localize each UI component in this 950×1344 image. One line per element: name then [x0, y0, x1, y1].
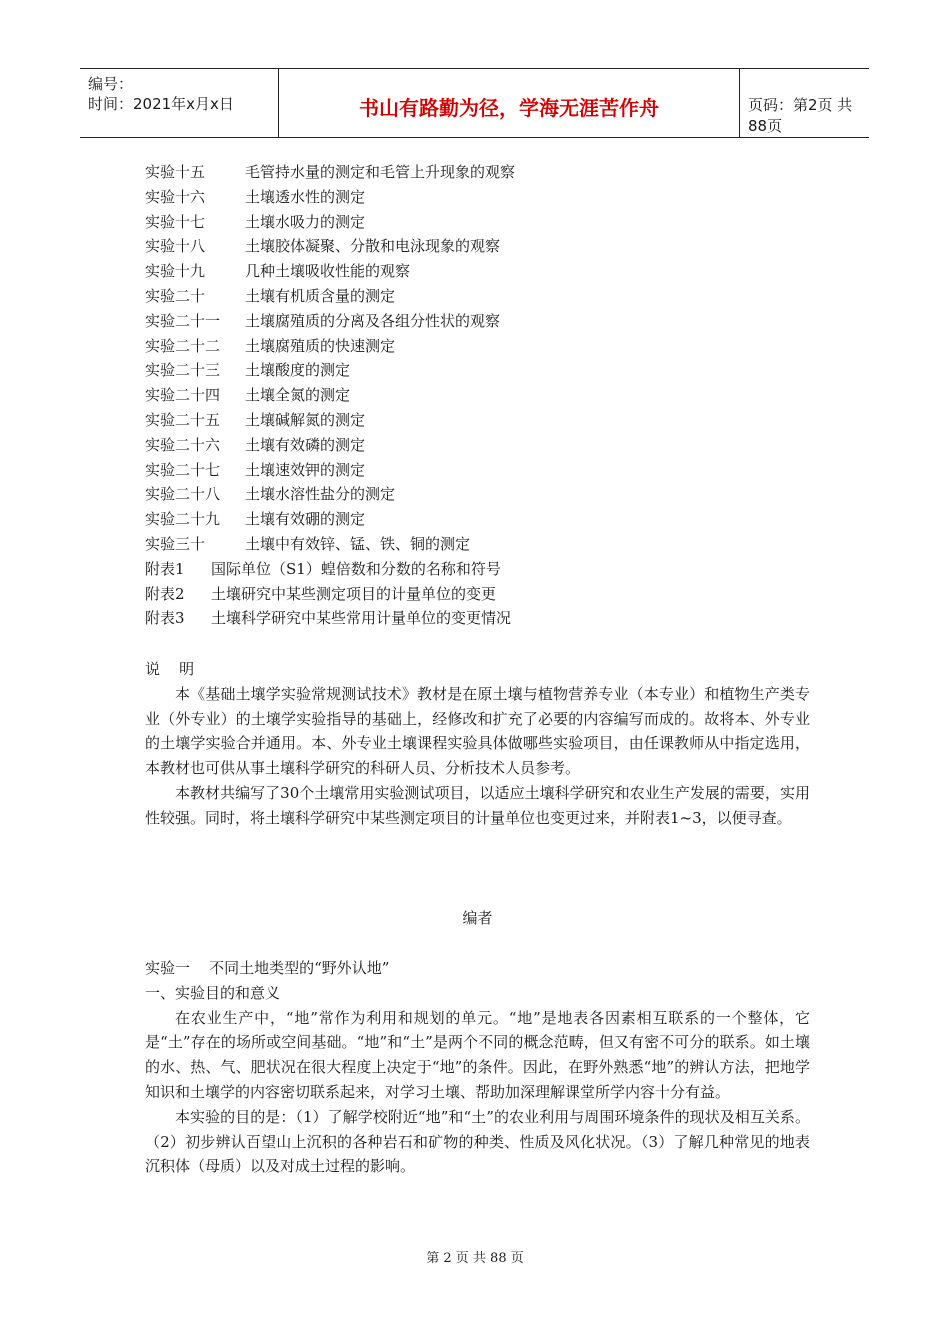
toc-number: 实验二十六 — [145, 435, 221, 454]
toc-title: 土壤碱解氮的测定 — [245, 410, 366, 429]
document-date: 时间：2021年x月x日 — [88, 95, 234, 113]
toc-row — [145, 185, 515, 210]
explanation-paragraph: 本《基础土壤学实验常规测试技术》教材是在原土壤与植物营养专业（本专业）和植物生产类专业（外专业）的土壤学实验指导的基础上，经修改和扩充了必要的内容编写而成的。故将本、外专业的土壤学实验合并通用。本、外专业土壤课程实验具体做哪些实验项目，由任课教师从中指定选用，本教材也可供从事土壤科学研究的科研人员、分析技术人员参考。 — [145, 684, 810, 778]
appendix-title: 土壤科学研究中某些常用计量单位的变更情况 — [211, 609, 512, 628]
toc-row — [145, 309, 515, 334]
toc-row — [145, 334, 515, 359]
toc-title: 土壤透水性的测定 — [245, 187, 366, 206]
toc-number: 实验二十二 — [145, 336, 221, 355]
explanation-heading: 说 明 — [145, 660, 195, 678]
toc-number: 实验十七 — [145, 212, 206, 231]
toc-title: 土壤速效钾的测定 — [245, 460, 366, 479]
experiment-paragraph: 本实验的目的是：（1）了解学校附近“地”和“土”的农业利用与周围环境条件的现状及相互关系。（2）初步辨认百望山上沉积的各种岩石和矿物的种类、性质及风化状况。（3）了解几种常见的地表沉积体（母质）以及对成土过程的影响。 — [145, 1107, 810, 1176]
section-heading: 一、实验目的和意义 — [145, 983, 281, 1002]
toc-row — [145, 507, 515, 532]
editor-signature: 编者 — [462, 909, 493, 927]
toc-row — [145, 383, 515, 408]
toc-row — [145, 358, 515, 383]
header-page-info: 页码：第2页 共88页 — [748, 96, 853, 135]
header-motto-cell — [278, 69, 740, 137]
page-footer: 第 2 页 共 88 页 — [426, 1251, 524, 1266]
appendix-title: 国际单位（S1）蝗倍数和分数的名称和符号 — [211, 559, 501, 578]
explanation-paragraph: 本教材共编写了30个土壤常用实验测试项目，以适应土壤科学研究和农业生产发展的需要，实用性较强。同时，将土壤科学研究中某些测定项目的计量单位也变更过来，并附表1~3，以便寻查。 — [145, 783, 810, 827]
appendix-number: 附表1 — [145, 559, 185, 578]
document-number-label: 编号： — [88, 75, 134, 93]
toc-number: 实验十八 — [145, 237, 206, 256]
explanation-section — [145, 657, 810, 831]
toc-title: 土壤有机质含量的测定 — [245, 286, 396, 305]
toc-number: 实验十六 — [145, 187, 206, 206]
toc-number: 实验二十三 — [145, 361, 221, 380]
appendix-number: 附表2 — [145, 584, 185, 603]
appendix-row — [145, 557, 515, 582]
appendix-title: 土壤研究中某些测定项目的计量单位的变更 — [211, 584, 497, 603]
toc-number: 实验三十 — [145, 534, 206, 553]
header-left — [80, 69, 278, 137]
toc-number: 实验二十四 — [145, 386, 221, 405]
toc-title: 毛管持水量的测定和毛管上升现象的观察 — [245, 163, 516, 181]
toc-number: 实验二十七 — [145, 460, 221, 479]
toc-row — [145, 458, 515, 483]
toc-title: 土壤酸度的测定 — [245, 361, 351, 380]
toc-title: 土壤水溶性盐分的测定 — [245, 485, 396, 504]
toc-title: 土壤有效硼的测定 — [245, 510, 366, 529]
appendix-row — [145, 606, 515, 631]
toc-title: 土壤水吸力的测定 — [245, 212, 366, 231]
appendix-number: 附表3 — [145, 609, 185, 628]
toc-title: 土壤有效磷的测定 — [245, 435, 366, 454]
toc-title: 土壤腐殖质的分离及各组分性状的观察 — [245, 311, 501, 330]
toc-row — [145, 210, 515, 235]
toc-row — [145, 259, 515, 284]
toc-row — [145, 433, 515, 458]
page-header — [80, 68, 869, 138]
toc-number: 实验十九 — [145, 262, 206, 281]
toc-number: 实验二十五 — [145, 410, 221, 429]
experiment-paragraph: 在农业生产中，“地”常作为利用和规划的单元。“地”是地表各因素相互联系的一个整体，它是“土”存在的场所或空间基础。“地”和“土”是两个不同的概念范畴，但又有密不可分的联系。如土壤的水、热、气、肥状况在很大程度上决定于“地”的条件。因此，在野外熟悉“地”的辨认方法，把地学知识和土壤学的内容密切联系起来，对学习土壤、帮助加深理解课堂所学内容十分有益。 — [145, 1008, 810, 1101]
toc-number: 实验十五 — [145, 163, 206, 181]
toc-row — [145, 284, 515, 309]
toc-row — [145, 408, 515, 433]
toc-title: 几种土壤吸收性能的观察 — [245, 262, 411, 281]
toc-number: 实验二十八 — [145, 485, 221, 504]
toc-title: 土壤中有效锌、锰、铁、铜的测定 — [245, 534, 471, 553]
experiment-title: 实验一 不同土地类型的“野外认地” — [145, 959, 390, 977]
toc-title: 土壤胶体凝聚、分散和电泳现象的观察 — [245, 237, 501, 256]
appendix-row — [145, 582, 515, 607]
toc-number: 实验二十一 — [145, 311, 221, 330]
toc-row — [145, 160, 515, 185]
toc-title: 土壤全氮的测定 — [245, 386, 351, 405]
toc-number: 实验二十 — [145, 286, 206, 305]
toc-row — [145, 234, 515, 259]
toc-row — [145, 482, 515, 507]
header-motto: 书山有路勤为径，学海无涯苦作舟 — [359, 96, 659, 120]
toc-title: 土壤腐殖质的快速测定 — [245, 336, 396, 355]
experiment-section — [145, 956, 810, 1179]
table-of-contents — [145, 160, 515, 631]
toc-number: 实验二十九 — [145, 510, 221, 529]
toc-row — [145, 532, 515, 557]
